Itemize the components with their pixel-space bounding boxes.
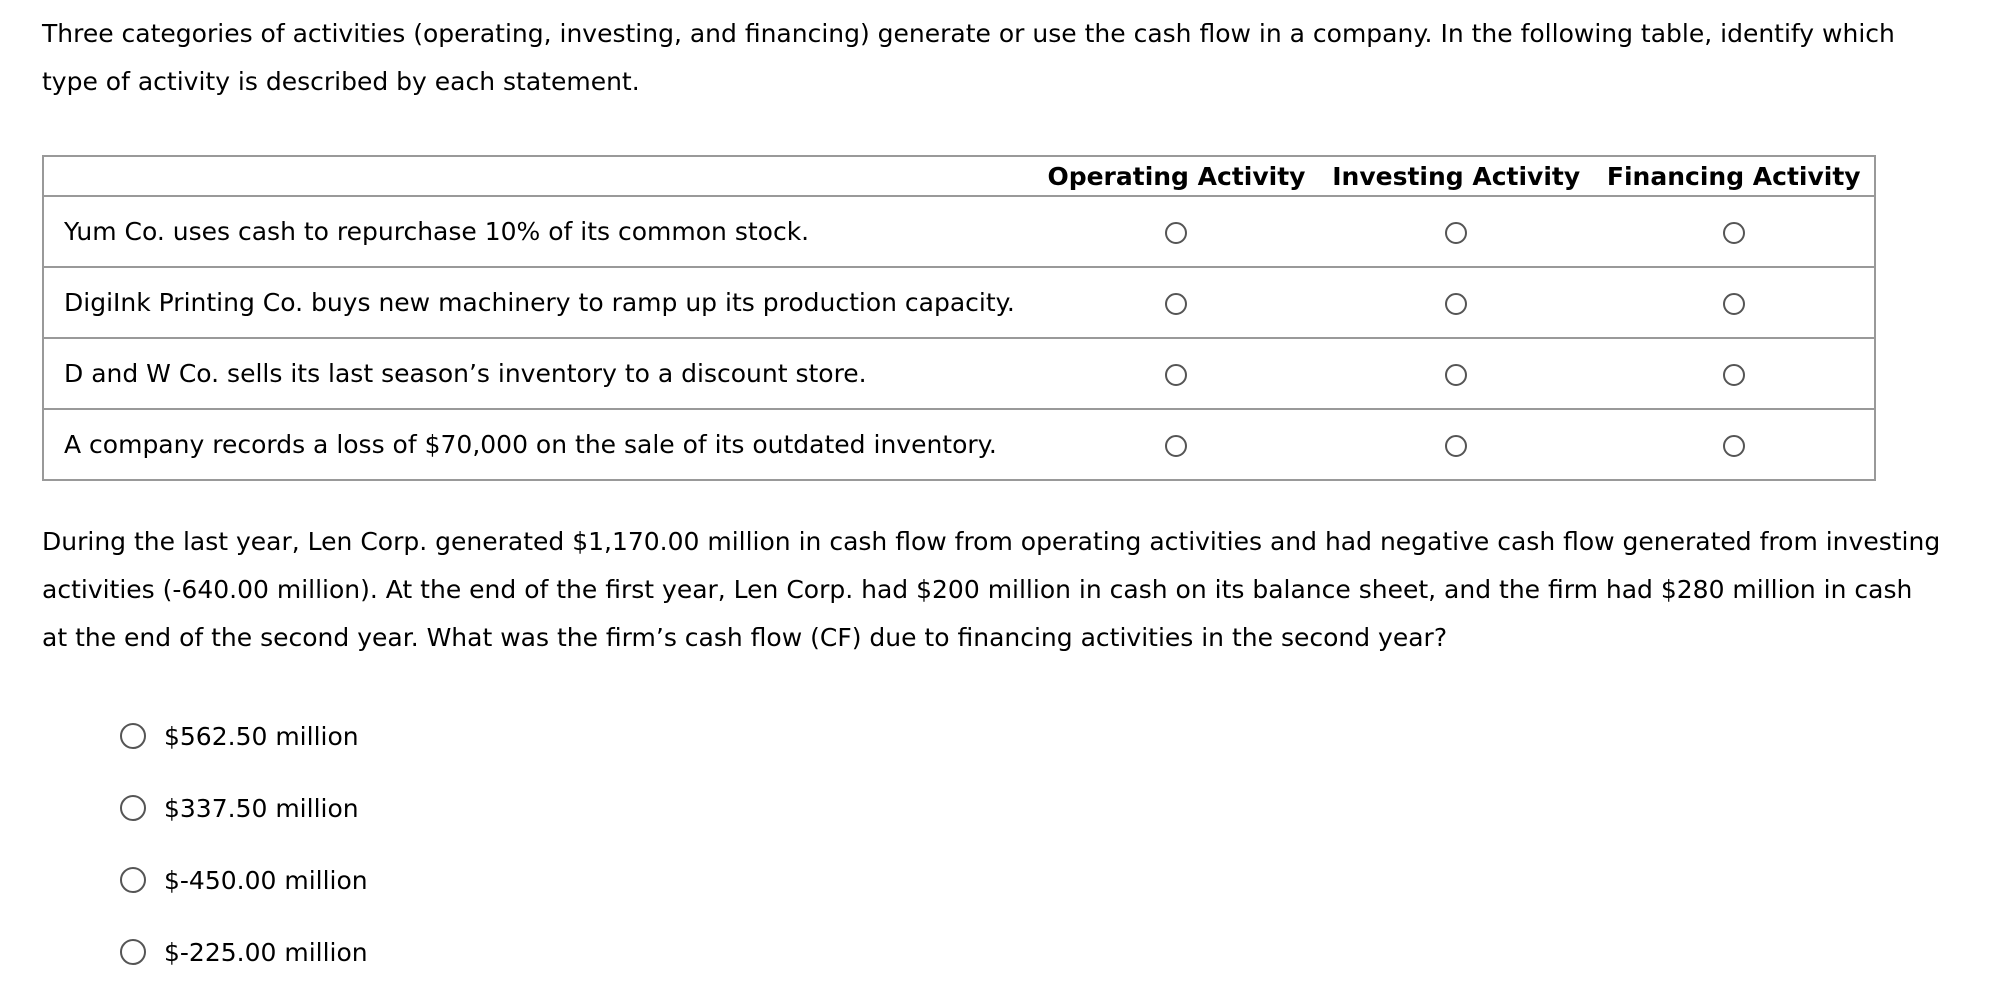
radio-row3-operating[interactable] (1165, 364, 1187, 386)
choice-2-label: $337.50 million (164, 793, 359, 823)
choice-3-label: $-450.00 million (164, 865, 368, 895)
radio-row4-operating[interactable] (1165, 435, 1187, 457)
table-row (43, 267, 1875, 338)
table-row (43, 338, 1875, 409)
activity-table (42, 155, 1876, 481)
statement-4: A company records a loss of $70,000 on the sale of its outdated inventory. (64, 430, 997, 459)
choice-1-radio[interactable] (120, 723, 146, 749)
choice-3-radio[interactable] (120, 867, 146, 893)
statement-1: Yum Co. uses cash to repurchase 10% of its common stock. (43, 196, 1034, 267)
choice-2[interactable] (120, 772, 368, 844)
question-text: During the last year, Len Corp. generated $1,170.00 million in cash flow from operating activities and had negative cash flow generated from investing activities (-640.00 million). At the end of the first year, Len Corp. had $200 million in cash on its balance sheet, and the firm had $280 million in cash at the end of the second year. What was the firm’s cash flow (CF) due to financing activities in the second year? (42, 527, 1941, 652)
radio-row2-investing[interactable] (1445, 293, 1467, 315)
radio-row1-investing[interactable] (1445, 222, 1467, 244)
statement-2: DigiInk Printing Co. buys new machinery to ramp up its production capacity. (43, 267, 1034, 338)
choice-4[interactable] (120, 916, 368, 988)
choice-1[interactable] (120, 700, 368, 772)
radio-row2-financing[interactable] (1723, 293, 1745, 315)
intro-text: Three categories of activities (operating, investing, and financing) generate or use the cash flow in a company. In the following table, identify which type of activity is described by each statement. (42, 19, 1895, 96)
choice-4-label: $-225.00 million (164, 937, 368, 967)
header-operating: Operating Activity (1034, 156, 1319, 196)
radio-row1-financing[interactable] (1723, 222, 1745, 244)
table-row (43, 196, 1875, 267)
table-row (43, 409, 1875, 480)
header-blank (43, 156, 1034, 196)
header-financing: Financing Activity (1593, 156, 1875, 196)
choice-2-radio[interactable] (120, 795, 146, 821)
radio-row2-operating[interactable] (1165, 293, 1187, 315)
header-investing: Investing Activity (1319, 156, 1594, 196)
choice-1-label: $562.50 million (164, 721, 359, 751)
statement-3: D and W Co. sells its last season’s inventory to a discount store. (43, 338, 1034, 409)
table-header-row (43, 156, 1875, 196)
choice-3[interactable] (120, 844, 368, 916)
radio-row3-investing[interactable] (1445, 364, 1467, 386)
radio-row1-operating[interactable] (1165, 222, 1187, 244)
answer-choices (120, 700, 368, 988)
choice-4-radio[interactable] (120, 939, 146, 965)
radio-row3-financing[interactable] (1723, 364, 1745, 386)
radio-row4-investing[interactable] (1445, 435, 1467, 457)
radio-row4-financing[interactable] (1723, 435, 1745, 457)
